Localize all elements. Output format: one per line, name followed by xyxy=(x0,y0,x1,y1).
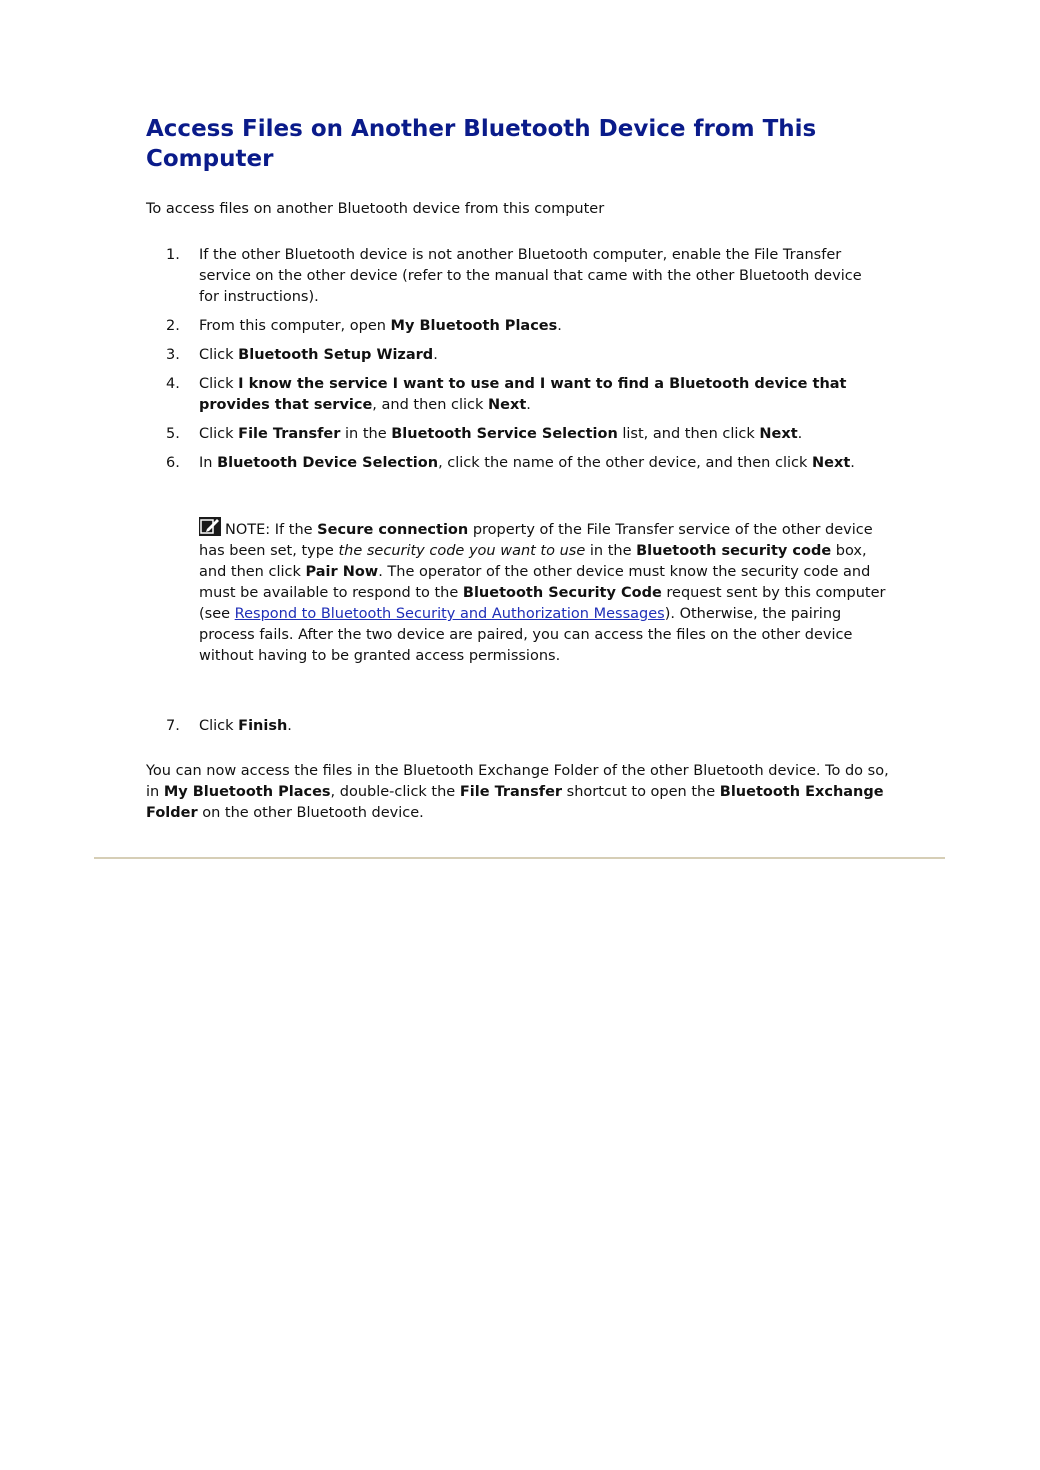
step-text: Click xyxy=(199,426,239,442)
ui-term: Pair Now xyxy=(305,564,379,580)
closing-text: shortcut to open the xyxy=(562,784,720,800)
step-text: . xyxy=(557,318,562,334)
step-text: . xyxy=(287,718,292,734)
ui-term: File Transfer xyxy=(459,784,563,800)
step-text: Click xyxy=(199,347,239,363)
ui-term: Finish xyxy=(238,718,288,734)
ui-term: Next xyxy=(488,397,527,413)
ui-term: Bluetooth Service Selection xyxy=(391,426,618,442)
step-number: 6. xyxy=(166,455,180,471)
respond-security-link[interactable]: Respond to Bluetooth Security and Authorization Messages xyxy=(234,606,665,622)
closing-paragraph xyxy=(146,761,896,824)
note-text: request sent by this computer (see xyxy=(199,585,886,622)
ui-term: Bluetooth Device Selection xyxy=(217,455,439,471)
placeholder-term: the security code you want to use xyxy=(338,543,586,559)
closing-text: , double-click the xyxy=(330,784,460,800)
ui-term: Bluetooth Exchange Folder xyxy=(146,784,884,821)
step-number: 7. xyxy=(166,718,180,734)
step-text: list, and then click xyxy=(617,426,760,442)
ui-term: Secure connection xyxy=(317,522,469,538)
step-number: 2. xyxy=(166,318,180,334)
horizontal-divider xyxy=(94,857,945,859)
step-7 xyxy=(146,716,939,737)
step-4 xyxy=(146,374,886,416)
step-number: 5. xyxy=(166,426,180,442)
ui-term: Bluetooth Setup Wizard xyxy=(238,347,434,363)
note-text: in the xyxy=(585,543,637,559)
note-text: box, and then click xyxy=(199,543,867,580)
steps-list xyxy=(146,245,886,482)
ui-term: Bluetooth security code xyxy=(636,543,832,559)
step-1 xyxy=(146,245,886,308)
step-number: 1. xyxy=(166,247,180,263)
ui-term: Next xyxy=(812,455,851,471)
step-text: . xyxy=(850,455,855,471)
step-number: 4. xyxy=(166,376,180,392)
note-text: . The operator of the other device must know the security code and must be available to respond to the xyxy=(199,564,871,601)
step-text: Click xyxy=(199,376,239,392)
note-text: NOTE: If the xyxy=(225,522,318,538)
step-text: In xyxy=(199,455,218,471)
ui-term: Next xyxy=(759,426,798,442)
note-text: ). Otherwise, the pairing process fails. After the two device are paired, you can access the files on the other device without having to be granted access permissions. xyxy=(199,606,853,664)
step-text: . xyxy=(797,426,803,442)
step-text: , click the name of the other device, and then click xyxy=(438,455,812,471)
step-text: in the xyxy=(340,426,392,442)
ui-term: I know the service I want to use and I want to find a Bluetooth device that provides that service xyxy=(199,376,847,413)
step-text: From this computer, open xyxy=(199,318,391,334)
step-2 xyxy=(146,316,886,337)
note-block xyxy=(199,517,891,667)
note-text: property of the File Transfer service of the other device has been set, type xyxy=(199,522,873,559)
step-text: . xyxy=(526,397,531,413)
step-text: . xyxy=(433,347,438,363)
page-title: Access Files on Another Bluetooth Device from This Computer xyxy=(146,116,817,172)
step-number: 3. xyxy=(166,347,180,363)
step-3 xyxy=(146,345,886,366)
ui-term: File Transfer xyxy=(238,426,341,442)
ui-term: Bluetooth Security Code xyxy=(462,585,662,601)
step-text: Click xyxy=(199,718,239,734)
ui-term: My Bluetooth Places xyxy=(163,784,331,800)
step-6 xyxy=(146,453,886,474)
closing-text: You can now access the files in the Bluetooth Exchange Folder of the other Bluetooth device. To do so, in xyxy=(146,763,889,800)
ui-term: My Bluetooth Places xyxy=(390,318,558,334)
intro-paragraph: To access files on another Bluetooth device from this computer xyxy=(146,201,605,217)
step-5 xyxy=(146,424,886,445)
closing-text: on the other Bluetooth device. xyxy=(197,805,424,821)
note-pencil-icon xyxy=(199,517,221,536)
step-text: , and then click xyxy=(372,397,489,413)
step-text: If the other Bluetooth device is not another Bluetooth computer, enable the File Transfer service on the other device (refer to the manual that came with the other Bluetooth device for instructions). xyxy=(199,247,862,305)
